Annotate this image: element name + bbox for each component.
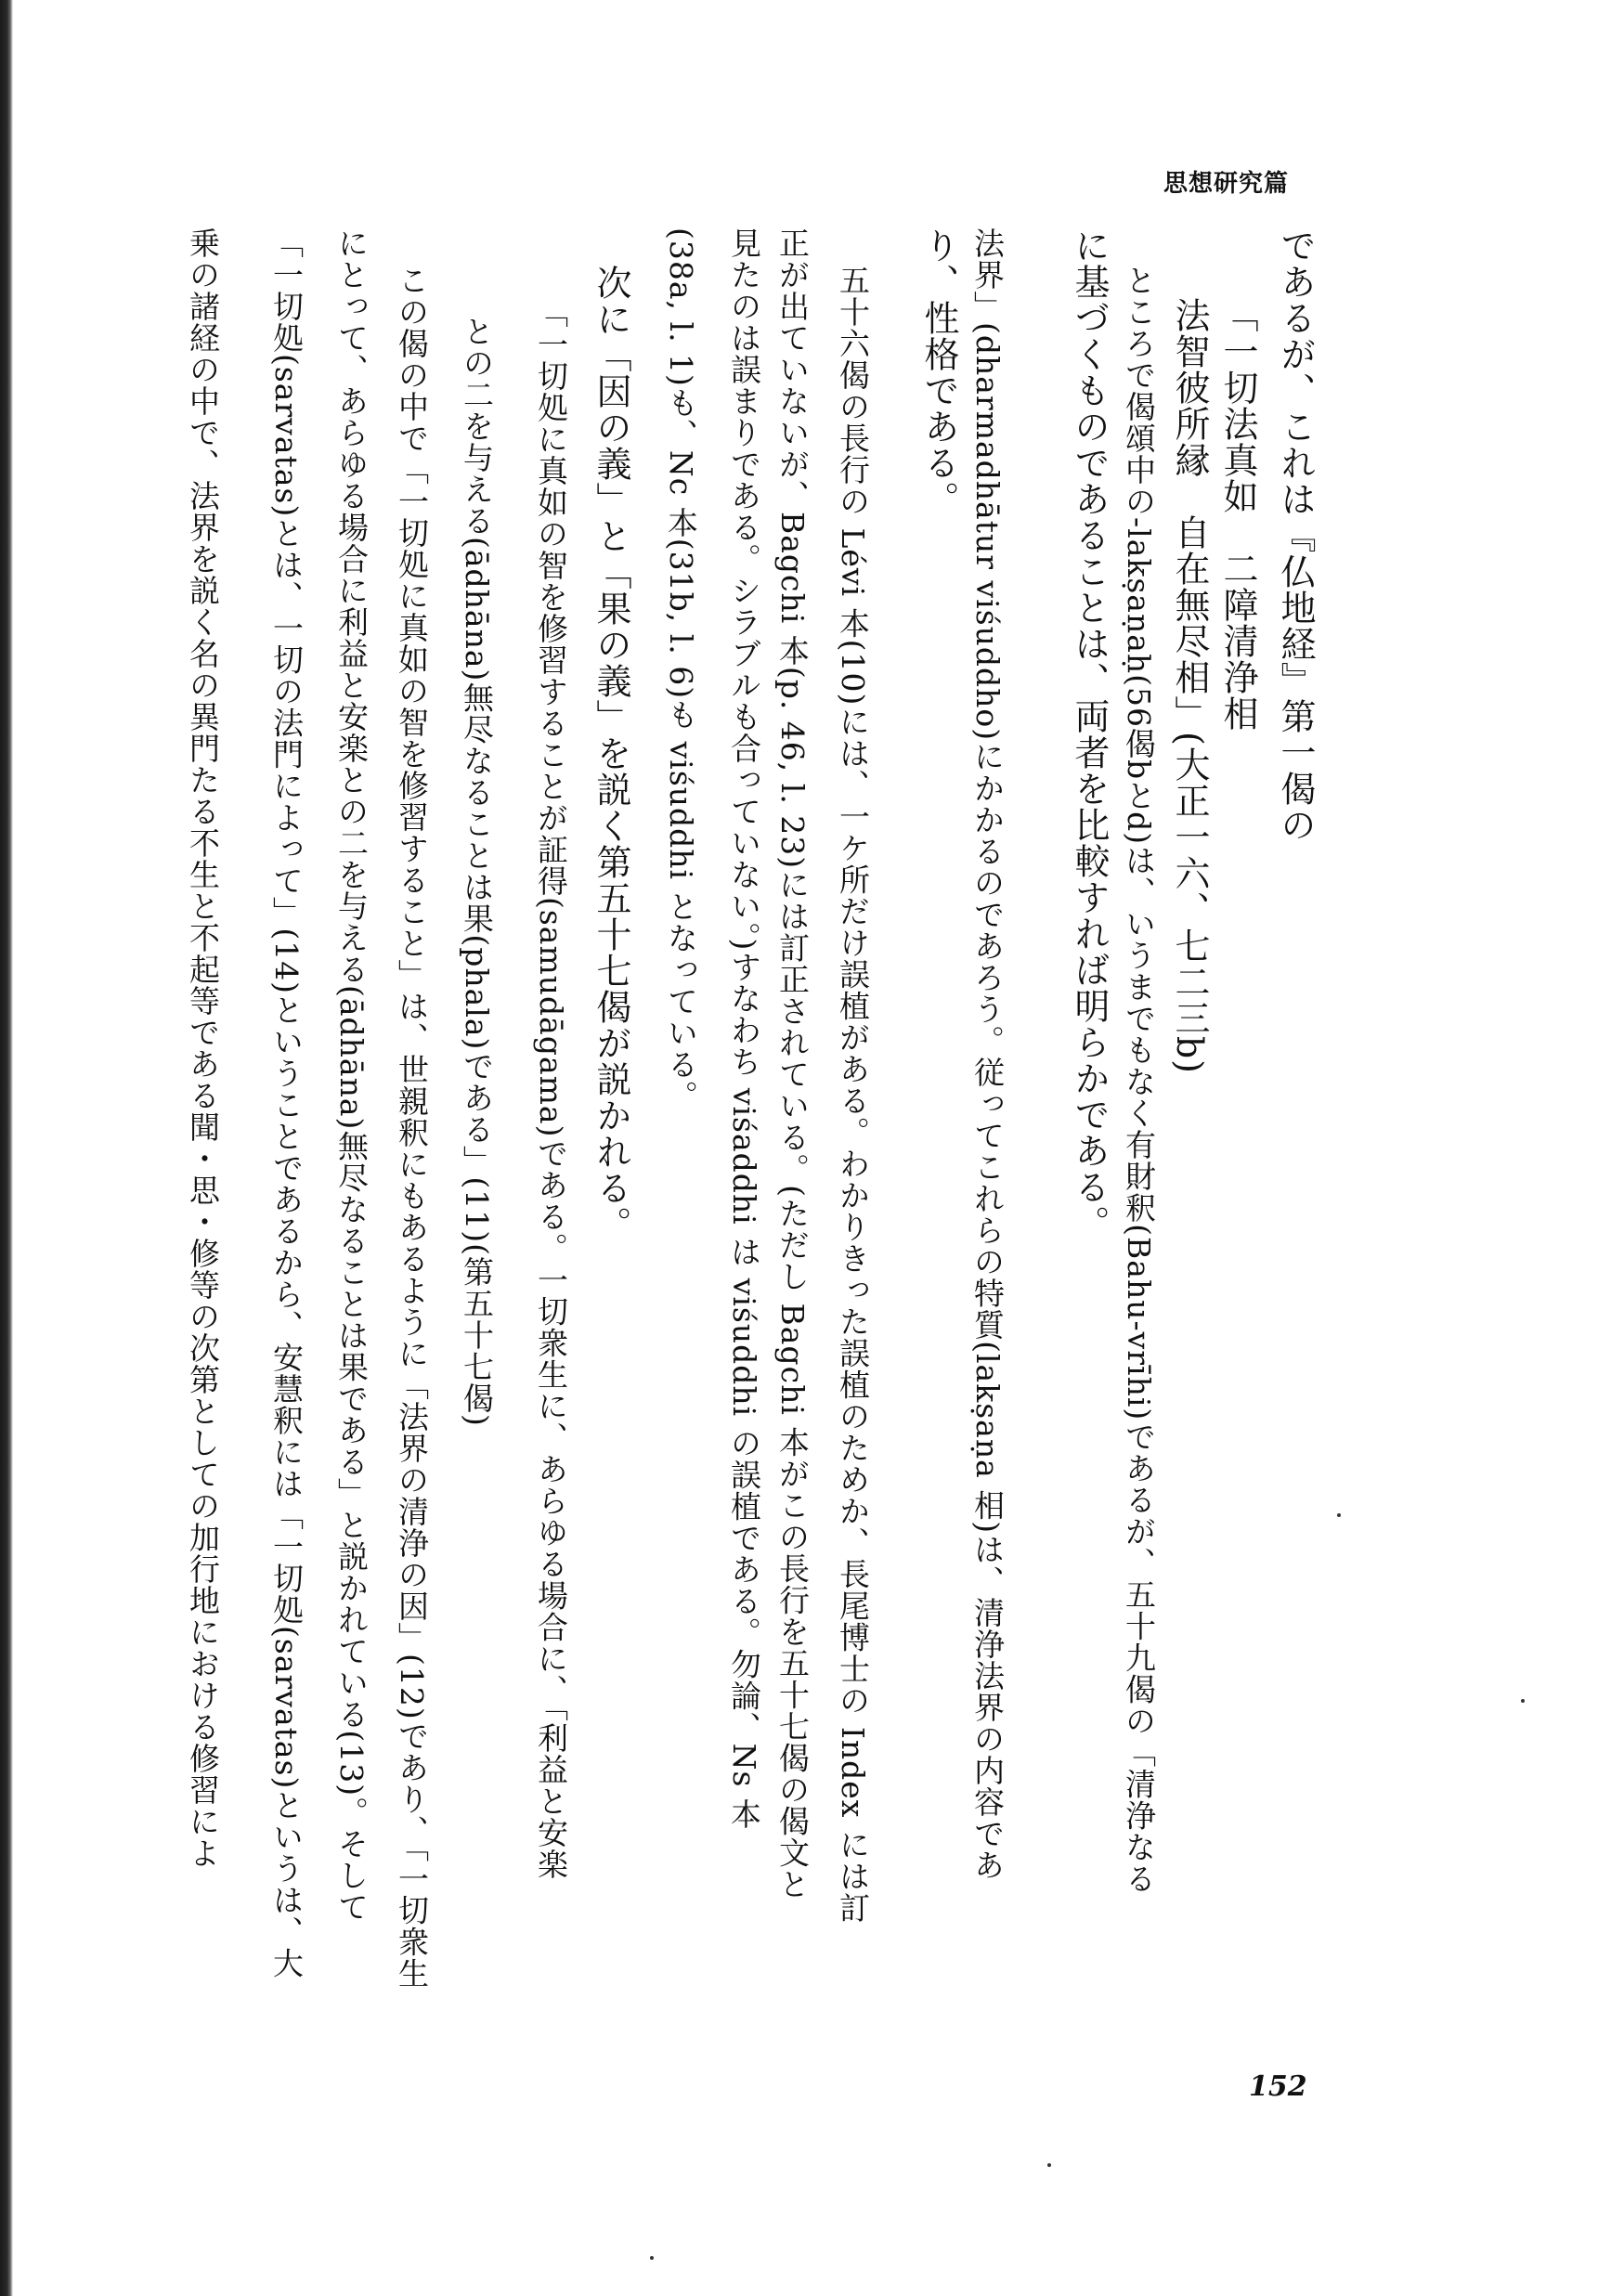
text-column-17: 「一切処(sarvatas)とは、一切の法門によって」(14)ということであるから、安慧釈には「一切処(sarvatas)というは、大 [268,227,305,1979]
text-column-4: ところで偈頌中の-lakṣaṇaḥ(56偈bとd)は、いうまでもなく有財釈(Bahu-vrīhi)であるが、五十九偈の「清浄なる [1121,265,1157,1895]
scan-speck [1047,2163,1051,2167]
text-column-6: 法界」(dharmadhātur viśuddho)にかかるのであろう。従ってこれらの特質(lakṣaṇa 相)は、清浄法界の内容であ [969,227,1006,1882]
text-column-7: り、性格である。 [918,227,959,517]
running-head: 思想研究篇 [1163,170,1290,198]
page-number: 152 [1249,2070,1307,2103]
text-column-16: にとって、あらゆる場合に利益と安楽との二を与える(ādhāna)無尽なることは果である」と説かれている(13)。そして [333,227,370,1924]
text-column-15: この偈の中で「一切処に真如の智を修習すること」は、世親釈にもあるように「法界の清浄の因」(12)であり、「一切衆生 [394,265,430,1990]
text-column-10: 見たのは誤まりである。シラブルも合っていない。)すなわち viśaddhi は viśuddhi の誤植である。勿論、Ns 本 [726,227,762,1830]
binding-edge [0,0,13,2296]
text-column-3: 法智彼所縁 自在無尽相」(大正一六、七二三b) [1169,297,1210,1074]
scan-speck [1337,1513,1341,1517]
text-column-9: 正が出ていないが、Bagchi 本(p. 46, l. 23)には訂正されている。(ただし Bagchi 本がこの長行を五十七偈の偈文と [774,227,811,1900]
text-column-5: に基づくものであることは、両者を比較すれば明らかである。 [1069,227,1110,1241]
scan-speck [1521,1699,1525,1703]
text-column-14: との二を与える(ādhāna)無尽なることは果(phala)である」(11)(第五十七偈) [459,316,495,1427]
text-column-8: 五十六偈の長行の Lévi 本(10)には、一ケ所だけ誤植がある。わかりきった誤植のためか、長尾博士の Index には訂 [835,265,871,1924]
text-column-2: 「一切法真如 二障清浄相 [1217,297,1258,732]
text-column-1: であるが、これは『仏地経』第一偈の [1275,227,1316,843]
text-column-11: (38a, l. 1)も、Nc 本(31b, l. 6)も viśuddhi となっている。 [663,227,699,1112]
text-column-18: 乗の諸経の中で、法界を説く名の異門たる不生と不起等である聞・思・修等の次第としての加行地における修習によ [185,227,221,1869]
scan-speck [650,2256,654,2260]
text-column-12: 次に「因の義」と「果の義」を説く第五十七偈が説かれる。 [591,265,631,1242]
text-column-13: 「一切処に真如の智を修習することが証得(samudāgama)である。一切衆生に、あらゆる場合に、「利益と安楽 [533,297,569,1880]
